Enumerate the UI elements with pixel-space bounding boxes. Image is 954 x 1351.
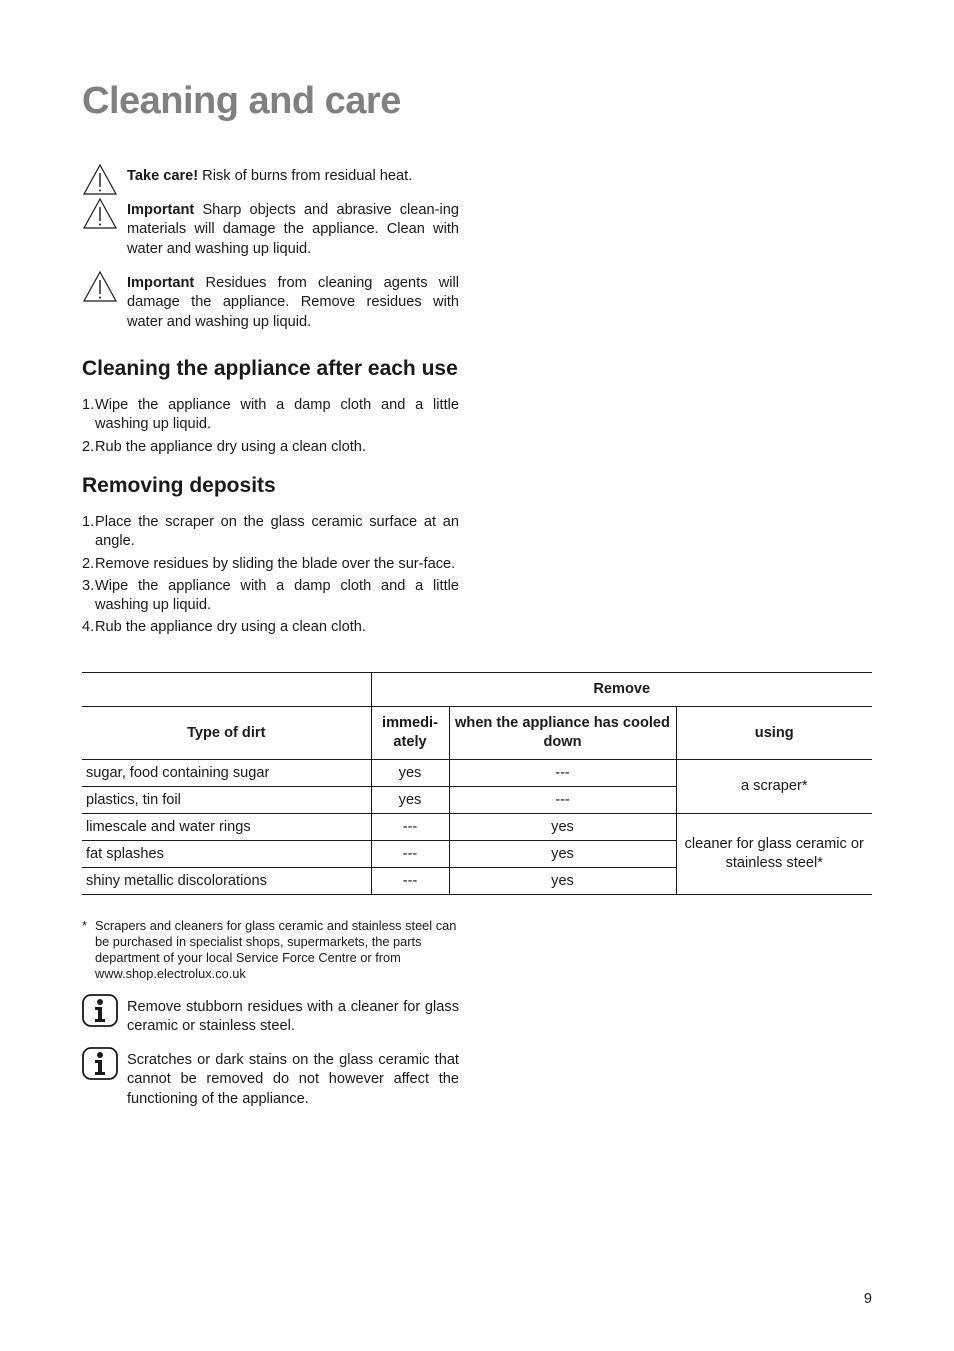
list-item [82,618,459,637]
table-cell: plastics, tin foil [82,787,371,814]
using-cell: a scraper* [676,760,872,814]
table-cell: limescale and water rings [82,814,371,841]
warning-lead: Take care! [127,168,199,184]
table-cell: sugar, food containing sugar [82,760,371,787]
step-number: 2. [82,438,95,455]
step-text: Rub the appliance dry using a clean cloth. [95,438,366,455]
list-item [82,396,459,435]
list-item [82,577,459,616]
info-note [82,998,459,1037]
list-item [82,555,459,574]
step-number: 2. [82,555,95,572]
step-list [82,396,459,460]
table-cell: --- [449,787,676,814]
step-number: 1. [82,397,95,413]
warning-lead: Important [127,202,195,218]
using-cell: cleaner for glass ceramic or stainless steel* [676,814,872,895]
warning-triangle-icon [82,163,118,197]
info-icon [82,994,118,1028]
info-text: Remove stubborn residues with a cleaner for glass ceramic or stainless steel. [127,999,459,1035]
page-number: 9 [863,1291,872,1307]
warning-lead: Important [127,275,195,291]
column-header: Type of dirt [82,707,371,760]
table-cell: --- [371,814,449,841]
warning-text: Residues from cleaning agents will damage the appliance. Remove residues with water and washing up liquid. [127,275,459,330]
table-cell: yes [449,841,676,868]
warning-text: Sharp objects and abrasive clean-ing materials will damage the appliance. Clean with water and washing up liquid. [127,202,459,257]
warning-note [82,201,459,259]
table-row [82,760,872,787]
table-header-row [82,673,872,707]
step-text: Rub the appliance dry using a clean cloth. [95,619,366,636]
column-header: using [676,707,872,760]
list-item [82,513,459,552]
section-heading: Removing deposits [82,474,276,497]
info-text: Scratches or dark stains on the glass ceramic that cannot be removed do not however affect the functioning of the appliance. [127,1052,459,1107]
table-cell: shiny metallic discolorations [82,868,371,895]
remove-group-header: Remove [371,673,872,707]
step-text: Wipe the appliance with a damp cloth and a little washing up liquid. [95,397,459,433]
table-header-row [82,707,872,760]
footnote-text: Scrapers and cleaners for glass ceramic and stainless steel can be purchased in specialist shops, supermarkets, the parts department of your local Service Force Centre or from www.shop.electrolux.co.uk [95,918,457,981]
table-row [82,814,872,841]
list-item [82,438,459,457]
empty-header-cell [82,673,371,707]
table-cell: --- [449,760,676,787]
section-heading: Cleaning the appliance after each use [82,357,458,380]
step-text: Place the scraper on the glass ceramic surface at an angle. [95,514,459,550]
table-cell: yes [449,868,676,895]
footnote-mark: * [82,918,87,933]
warning-triangle-icon [82,270,118,304]
column-header: when the appliance has cooled down [449,707,676,760]
page-title: Cleaning and care [82,80,401,122]
table-cell: --- [371,841,449,868]
dirt-table [82,672,872,895]
info-note [82,1051,459,1109]
step-number: 1. [82,514,95,530]
step-number: 4. [82,619,95,636]
column-header: immedi-ately [371,707,449,760]
table-cell: fat splashes [82,841,371,868]
warning-triangle-icon [82,197,118,231]
warning-note [82,167,459,186]
step-number: 3. [82,577,95,594]
table-cell: yes [449,814,676,841]
table-cell: --- [371,868,449,895]
table-cell: yes [371,760,449,787]
warning-note [82,274,459,332]
info-icon [82,1047,118,1081]
warning-text: Risk of burns from residual heat. [198,168,413,184]
step-list [82,513,459,641]
table-cell: yes [371,787,449,814]
footnote [82,918,462,982]
step-text: Wipe the appliance with a damp cloth and a little washing up liquid. [95,577,459,614]
step-text: Remove residues by sliding the blade over the sur-face. [95,555,456,572]
